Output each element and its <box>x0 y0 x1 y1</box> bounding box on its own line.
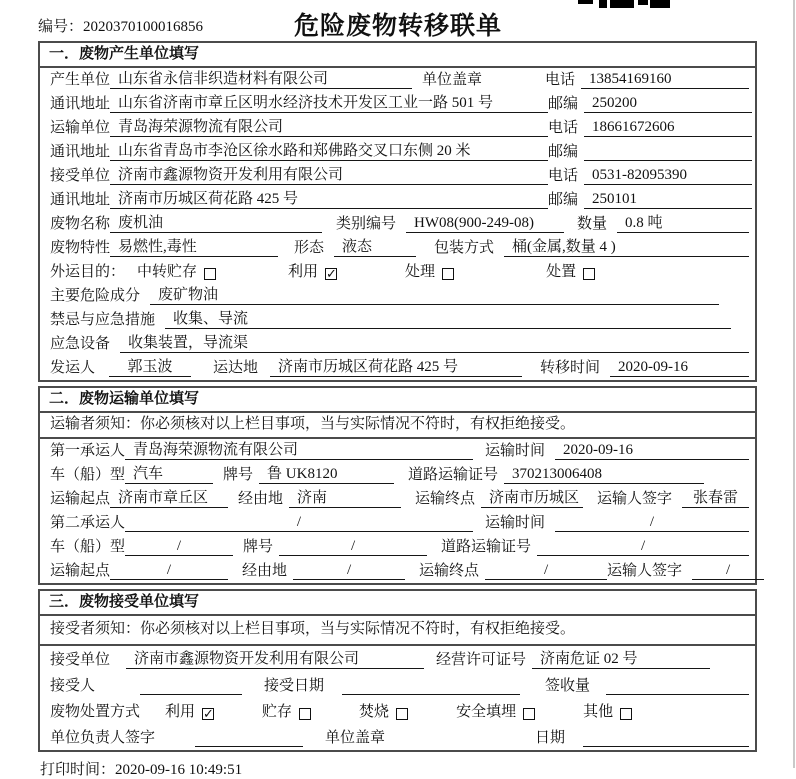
disposal-option-landfill <box>456 704 535 721</box>
purpose-label: 外运目的： <box>50 264 126 280</box>
row-shipper <box>40 356 755 380</box>
form-value: 液态 <box>334 239 416 257</box>
end1-label: 运输终点 <box>415 491 476 507</box>
phone2-value: 18661672606 <box>584 119 752 137</box>
acceptor-value <box>140 677 242 695</box>
section2-heading: 二．废物运输单位填写 <box>40 388 755 413</box>
checkbox-label: 焚烧 <box>359 704 390 720</box>
start1-label: 运输起点 <box>50 491 111 507</box>
license2-value: / <box>537 538 749 556</box>
row-waste-character <box>40 236 755 260</box>
taboo-label: 禁忌与应急措施 <box>50 312 156 328</box>
qty-label: 数量 <box>576 216 607 232</box>
taboo-value: 收集、导流 <box>165 311 731 329</box>
print-time <box>40 758 796 779</box>
shipper-label: 发运人 <box>50 360 96 376</box>
seal-label: 单位盖章 <box>422 72 483 88</box>
disposal-option-reuse <box>165 704 214 721</box>
category-value: HW08(900-249-08) <box>406 215 564 233</box>
producer-value: 山东省永信非织造材料有限公司 <box>110 71 412 89</box>
section-producer <box>38 41 757 382</box>
row-second-vehicle <box>40 535 755 559</box>
row-producer <box>40 68 755 92</box>
character-label: 废物特性 <box>50 240 111 256</box>
checkbox-label: 处理 <box>405 264 436 280</box>
zip2-label: 邮编 <box>548 144 579 160</box>
date-value <box>583 729 749 747</box>
addr2-value: 山东省青岛市李沧区徐水路和郑佛路交叉口东侧 20 米 <box>110 143 548 161</box>
checkbox-label: 中转贮存 <box>137 264 198 280</box>
row-second-route <box>40 559 755 583</box>
time1-value: 2020-09-16 <box>555 442 749 460</box>
row-acceptor <box>40 672 755 698</box>
chief-sign-value <box>195 729 303 747</box>
row-receiver <box>40 164 755 188</box>
plate2-value: / <box>279 538 427 556</box>
license2-label: 道路运输证号 <box>441 539 532 555</box>
receiver3-value: 济南市鑫源物资开发利用有限公司 <box>126 651 424 669</box>
row-hazard-component <box>40 284 755 308</box>
start2-label: 运输起点 <box>50 563 111 579</box>
checkbox-icon <box>523 708 535 720</box>
vehicle1-label: 车（船）型 <box>50 467 126 483</box>
row-waste-name <box>40 212 755 236</box>
section-receiver <box>38 589 757 752</box>
checkbox-label: 处置 <box>546 264 577 280</box>
addr1-label: 通讯地址 <box>50 96 111 112</box>
purpose-option-dispose <box>546 264 595 281</box>
sign2-value: / <box>692 562 764 580</box>
zip3-label: 邮编 <box>548 192 579 208</box>
qty-value: 0.8 吨 <box>617 215 749 233</box>
sign1-label: 运输人签字 <box>597 491 673 507</box>
carrier1-label: 第一承运人 <box>50 443 126 459</box>
manifest-form <box>38 41 757 752</box>
packing-label: 包装方式 <box>434 240 495 256</box>
row-first-vehicle <box>40 463 755 487</box>
doc-number-label: 编号： <box>38 19 84 35</box>
vehicle2-label: 车（船）型 <box>50 539 126 555</box>
row-transporter-address <box>40 140 755 164</box>
receiver3-label: 接受单位 <box>50 652 111 668</box>
sign-qty-label: 签收量 <box>545 678 591 694</box>
hazard-label: 主要危险成分 <box>50 288 141 304</box>
row-disposal-method <box>40 698 755 724</box>
checkbox-icon <box>396 708 408 720</box>
time2-label: 运输时间 <box>485 515 546 531</box>
checkbox-icon <box>202 708 214 720</box>
checkbox-label: 利用 <box>165 704 196 720</box>
date-label: 日期 <box>535 730 566 746</box>
unit-seal-label: 单位盖章 <box>325 730 386 746</box>
checkbox-icon <box>325 268 337 280</box>
checkbox-icon <box>299 708 311 720</box>
zip2-value <box>584 143 752 161</box>
addr3-value: 济南市历城区荷花路 425 号 <box>110 191 548 209</box>
equip-value: 收集装置，导流渠 <box>120 335 749 353</box>
disposal-label: 废物处置方式 <box>50 704 141 720</box>
transporter-label: 运输单位 <box>50 120 111 136</box>
addr3-label: 通讯地址 <box>50 192 111 208</box>
addr2-label: 通讯地址 <box>50 144 111 160</box>
via1-value: 济南 <box>289 490 401 508</box>
start2-value: / <box>110 562 228 580</box>
checkbox-label: 其他 <box>583 704 614 720</box>
end2-label: 运输终点 <box>419 563 480 579</box>
checkbox-icon <box>442 268 454 280</box>
checkbox-label: 利用 <box>288 264 319 280</box>
checkbox-label: 贮存 <box>262 704 293 720</box>
dest-value: 济南市历城区荷花路 425 号 <box>270 359 522 377</box>
vehicle1-value: 汽车 <box>125 466 213 484</box>
row-producer-address <box>40 92 755 116</box>
hazard-value: 废矿物油 <box>150 287 719 305</box>
row-accept-unit <box>40 646 755 672</box>
purpose-option-reuse <box>288 264 337 281</box>
addr1-value: 山东省济南市章丘区明水经济技术开发区工业一路 501 号 <box>110 95 548 113</box>
via2-value: / <box>293 562 405 580</box>
disposal-option-other <box>583 704 632 721</box>
print-time-value: 2020-09-16 10:49:51 <box>115 762 243 778</box>
character-value: 易燃性,毒性 <box>110 239 278 257</box>
chief-sign-label: 单位负责人签字 <box>50 730 156 746</box>
checkbox-icon <box>583 268 595 280</box>
checkbox-icon <box>204 268 216 280</box>
dest-label: 运达地 <box>213 360 259 376</box>
end2-value: / <box>485 562 607 580</box>
producer-label: 产生单位 <box>50 72 111 88</box>
section-transport <box>38 386 757 585</box>
license1-label: 道路运输证号 <box>408 467 499 483</box>
transfer-time-value: 2020-09-16 <box>610 359 749 377</box>
row-receiver-address <box>40 188 755 212</box>
phone1-label: 电话 <box>544 72 575 88</box>
plate1-value: 鲁 UK8120 <box>259 466 394 484</box>
acceptor-label: 接受人 <box>50 678 96 694</box>
phone2-label: 电话 <box>548 120 579 136</box>
plate2-label: 牌号 <box>243 539 274 555</box>
transporter-value: 青岛海荣源物流有限公司 <box>110 119 548 137</box>
row-second-carrier <box>40 511 755 535</box>
vehicle2-value: / <box>125 538 233 556</box>
disposal-option-incinerate <box>359 704 408 721</box>
sign-qty-value <box>606 677 749 695</box>
row-taboo-measures <box>40 308 755 332</box>
form-label: 形态 <box>294 240 325 256</box>
zip3-value: 250101 <box>584 191 752 209</box>
checkbox-icon <box>620 708 632 720</box>
viewport-edge <box>793 0 795 768</box>
accept-date-value <box>342 677 520 695</box>
waste-name-label: 废物名称 <box>50 216 111 232</box>
phone3-label: 电话 <box>548 168 579 184</box>
via2-label: 经由地 <box>242 563 288 579</box>
transporter-notice: 运输者须知：你必须核对以上栏目事项，当与实际情况不符时，有权拒绝接受。 <box>40 413 755 439</box>
equip-label: 应急设备 <box>50 336 111 352</box>
carrier1-value: 青岛海荣源物流有限公司 <box>125 442 473 460</box>
carrier2-value: / <box>125 514 473 532</box>
time2-value: / <box>555 514 749 532</box>
permit-value: 济南危证 02 号 <box>532 651 710 669</box>
via1-label: 经由地 <box>238 491 284 507</box>
disposal-option-storage <box>262 704 311 721</box>
zip1-value: 250200 <box>584 95 752 113</box>
doc-number-value: 2020370100016856 <box>83 19 204 35</box>
row-first-route <box>40 487 755 511</box>
section1-heading: 一．废物产生单位填写 <box>40 43 755 68</box>
transfer-time-label: 转移时间 <box>540 360 601 376</box>
row-transfer-purpose <box>40 260 755 284</box>
phone1-value: 13854169160 <box>581 71 749 89</box>
row-first-carrier <box>40 439 755 463</box>
print-time-label: 打印时间： <box>40 762 116 778</box>
time1-label: 运输时间 <box>485 443 546 459</box>
receiver-notice: 接受者须知：你必须核对以上栏目事项，当与实际情况不符时，有权拒绝接受。 <box>40 616 755 646</box>
carrier2-label: 第二承运人 <box>50 515 126 531</box>
section3-heading: 三．废物接受单位填写 <box>40 591 755 616</box>
row-chief-signature <box>40 724 755 750</box>
sign1-value: 张春雷 <box>682 490 749 508</box>
shipper-value: 郭玉波 <box>109 359 191 377</box>
plate1-label: 牌号 <box>223 467 254 483</box>
category-label: 类别编号 <box>336 216 397 232</box>
accept-date-label: 接受日期 <box>264 678 325 694</box>
page-title: 危险废物转移联单 <box>293 12 502 40</box>
document-header <box>0 0 796 41</box>
receiver-value: 济南市鑫源物资开发利用有限公司 <box>110 167 548 185</box>
waste-name-value: 废机油 <box>110 215 322 233</box>
zip1-label: 邮编 <box>548 96 579 112</box>
checkbox-label: 安全填埋 <box>456 704 517 720</box>
packing-value: 桶(金属,数量 4 ) <box>504 239 749 257</box>
sign2-label: 运输人签字 <box>607 563 683 579</box>
phone3-value: 0531-82095390 <box>584 167 752 185</box>
row-emergency-equipment <box>40 332 755 356</box>
row-transporter <box>40 116 755 140</box>
end1-value: 济南市历城区 <box>481 490 583 508</box>
receiver-label: 接受单位 <box>50 168 111 184</box>
purpose-option-treat <box>405 264 454 281</box>
purpose-option-storage <box>137 264 216 281</box>
license1-value: 370213006408 <box>504 466 704 484</box>
permit-label: 经营许可证号 <box>436 652 527 668</box>
start1-value: 济南市章丘区 <box>110 490 228 508</box>
